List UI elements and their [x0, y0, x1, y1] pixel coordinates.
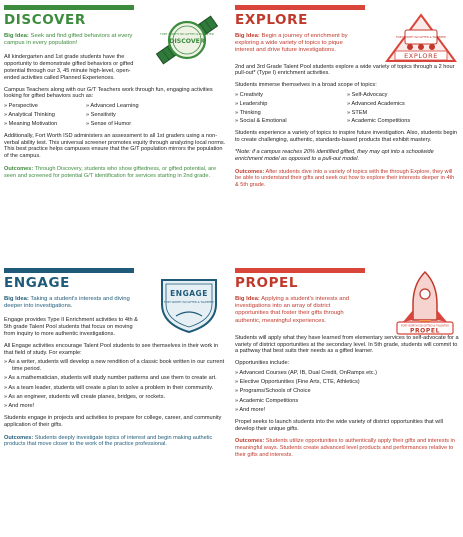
list-item: » Academic Competitions	[235, 398, 459, 405]
behavior-item: » Analytical Thinking	[4, 112, 86, 119]
discover-section	[4, 5, 228, 180]
explore-outcomes	[235, 169, 459, 189]
discover-big-idea	[4, 33, 134, 47]
explore-outcomes-text: After students dive into a variety of topics with the through Explore, they will be able to understand their gifts and seek out how to explore their interests deeper in 4th & 5th grade.	[235, 168, 455, 189]
explore-outcomes-label: Outcomes:	[235, 168, 265, 175]
discover-badge-small: FORT WORTH ISD GIFTED & TALENTED	[160, 32, 214, 36]
explore-badge-text: EXPLORE	[404, 52, 438, 60]
topic-item: » Leadership	[235, 101, 347, 108]
topic-item: » Thinking	[235, 110, 347, 117]
discover-title: DISCOVER	[4, 12, 86, 28]
propel-big-idea	[235, 296, 353, 325]
propel-title: PROPEL	[235, 275, 299, 291]
list-item: » And more!	[4, 403, 228, 410]
satellite-badge-icon	[150, 13, 224, 67]
propel-badge-small: FORT WORTH ISD GIFTED & TALENTED	[400, 324, 450, 328]
discover-paragraph-2: Campus Teachers along with our G/T Teachers work through fun, engaging activities looking for gifted behaviors such as:	[4, 86, 213, 100]
engage-big-idea	[4, 296, 134, 310]
explore-paragraph-2: Students immerse themselves in a broad scope of topics:	[235, 82, 377, 89]
explore-badge-small: FORT WORTH ISD GIFTED & TALENTED	[396, 36, 446, 39]
engage-badge-text: ENGAGE	[170, 289, 208, 298]
list-item: » And more!	[235, 407, 459, 414]
discover-behaviors-list	[4, 103, 228, 127]
propel-accent-bar	[235, 268, 365, 273]
discover-accent-bar	[4, 5, 134, 10]
behavior-item: » Advanced Learning	[86, 103, 228, 110]
list-item: » Elective Opportunities (Fine Arts, CTE, Athletics)	[235, 379, 459, 386]
engage-outcomes	[4, 435, 228, 449]
list-item: » As a mathematician, students will study number patterns and use them to create art.	[4, 375, 228, 382]
rover-badge-icon	[385, 13, 457, 65]
engage-badge-small: FORT WORTH ISD GIFTED & TALENTED	[164, 301, 214, 304]
list-item: » Advanced Courses (AP, IB, Dual Credit, OnRamps etc.)	[235, 370, 459, 377]
engage-big-idea-text: Taking a student's interests and diving deeper into investigations.	[4, 296, 130, 310]
discover-outcomes-label: Outcomes:	[4, 165, 34, 172]
propel-paragraph-2: Opportunities include:	[235, 360, 290, 367]
rocket-badge-icon	[393, 270, 457, 344]
topic-item: » Social & Emotional	[235, 118, 347, 125]
propel-outcomes-text: Students utilize opportunities to authentically apply their gifts and interests in meaningful ways. Students create advanced level products and performances relative to their gifts and interests.	[235, 438, 455, 458]
propel-outcomes-label: Outcomes:	[235, 438, 265, 445]
explore-paragraph-3: Students experience a variety of topics to inspire future investigation. Also, students begin to create challenging, authentic, standards-based products that exhibit mastery.	[235, 130, 458, 144]
propel-paragraph-1: Students will apply what they have learned from elementary services to self-advocate for a variety of district opportunities at the secondary level. In 5th grade, students will commit to a pathway that best suits their needs as a gifted learner.	[235, 334, 459, 355]
list-item: » As a team leader, students will create a plan to solve a problem in their community.	[4, 385, 228, 392]
engage-outcomes-label: Outcomes:	[4, 434, 34, 441]
engage-title: ENGAGE	[4, 275, 70, 291]
propel-outcomes	[235, 438, 459, 458]
propel-badge-text: PROPEL	[409, 327, 441, 335]
discover-outcomes-text: Through Discovery, students who show giftedness, or gifted potential, are seen and screened for potential G/T identification for services starting in 2nd grade.	[4, 165, 217, 179]
engage-accent-bar	[4, 268, 134, 273]
list-item: » As a writer, students will develop a new rendition of a classic book written in our current time period.	[4, 359, 228, 373]
discover-paragraph-1: All kindergarten and 1st grade students have the opportunity to demonstrate gifted behaviors or gifted potential through our 3, 45 minute high-level, open-ended activities called Planned Experiences.	[4, 54, 134, 81]
behavior-item: » Perspective	[4, 103, 86, 110]
discover-outcomes	[4, 166, 228, 180]
engage-paragraph-2: All Engage activities encourage Talent Pool students to see themselves in their work in that field of study. For example:	[4, 342, 219, 356]
engage-big-idea-label: Big Idea:	[4, 296, 29, 302]
explore-paragraph-1: 2nd and 3rd Grade Talent Pool students explore a wide variety of topics through a 2 hour pull-out* (Type I) enrichment activities.	[235, 63, 455, 77]
explore-big-idea-label: Big Idea:	[235, 33, 260, 39]
propel-section	[235, 268, 459, 459]
discover-badge-text: DISCOVER	[169, 38, 205, 45]
engage-examples-list	[4, 359, 228, 409]
explore-big-idea	[235, 33, 355, 55]
explore-topics-list	[235, 92, 459, 125]
behavior-item: » Sensitivity	[86, 112, 228, 119]
shield-badge-icon	[154, 274, 224, 334]
propel-paragraph-3: Propel seeks to launch students into the wide variety of district opportunities that will develop their unique gifts.	[235, 418, 444, 432]
topic-item: » Advanced Academics	[347, 101, 459, 108]
propel-opportunities-list	[235, 370, 459, 414]
engage-section	[4, 268, 228, 448]
explore-accent-bar	[235, 5, 365, 10]
topic-item: » Creativity	[235, 92, 347, 99]
discover-big-idea-text: Seek and find gifted behaviors at every campus in every population!	[4, 33, 133, 47]
topic-item: » Self-Advocacy	[347, 92, 459, 99]
list-item: » Programs/Schools of Choice	[235, 388, 459, 395]
topic-item: » STEM	[347, 110, 459, 117]
topic-item: » Academic Competitions	[347, 118, 459, 125]
engage-outcomes-text: Students deeply investigate topics of interest and begin making authetic products that move closer to the work of the practice professional.	[4, 434, 213, 448]
explore-note: *Note: if a campus reaches 20% identified gifted, they may opt into a schoolwide enrichment model as opposed to a pull-out model.	[235, 148, 434, 162]
list-item: » As an engineer, students will create planes, bridges, or rockets.	[4, 394, 228, 401]
behavior-item: » Sense of Humor	[86, 121, 228, 128]
engage-paragraph-1: Engage provides Type II Enrichment activities to 4th & 5th grade Talent Pool students that focus on moving from inquiry to more authentic investigations.	[4, 317, 138, 338]
discover-big-idea-label: Big Idea:	[4, 33, 29, 39]
engage-paragraph-3: Students engage in projects and activities to prepare for college, career, and community application of their gifts.	[4, 414, 222, 428]
behavior-item: » Meaning Motivation	[4, 121, 86, 128]
propel-big-idea-label: Big Idea:	[235, 296, 260, 302]
explore-big-idea-text: Begin a journey of enrichment by exploring a wide variety of topics to pique interest and drive future investigations.	[235, 33, 348, 54]
explore-title: EXPLORE	[235, 12, 308, 28]
propel-big-idea-text: Applying a student's interests and investigations into an array of district opportunities that foster their gifts through authentic, meaningful experiences.	[235, 296, 350, 324]
discover-paragraph-3: Additionally, Fort Worth ISD administers an assessment to all 1st graders using a non-verbal ability test. This universal screener promotes equity through analyzing local norms. This best practice helps campuses ensure that the G/T population mirrors the population of the campus.	[4, 132, 226, 160]
explore-section	[235, 5, 459, 189]
